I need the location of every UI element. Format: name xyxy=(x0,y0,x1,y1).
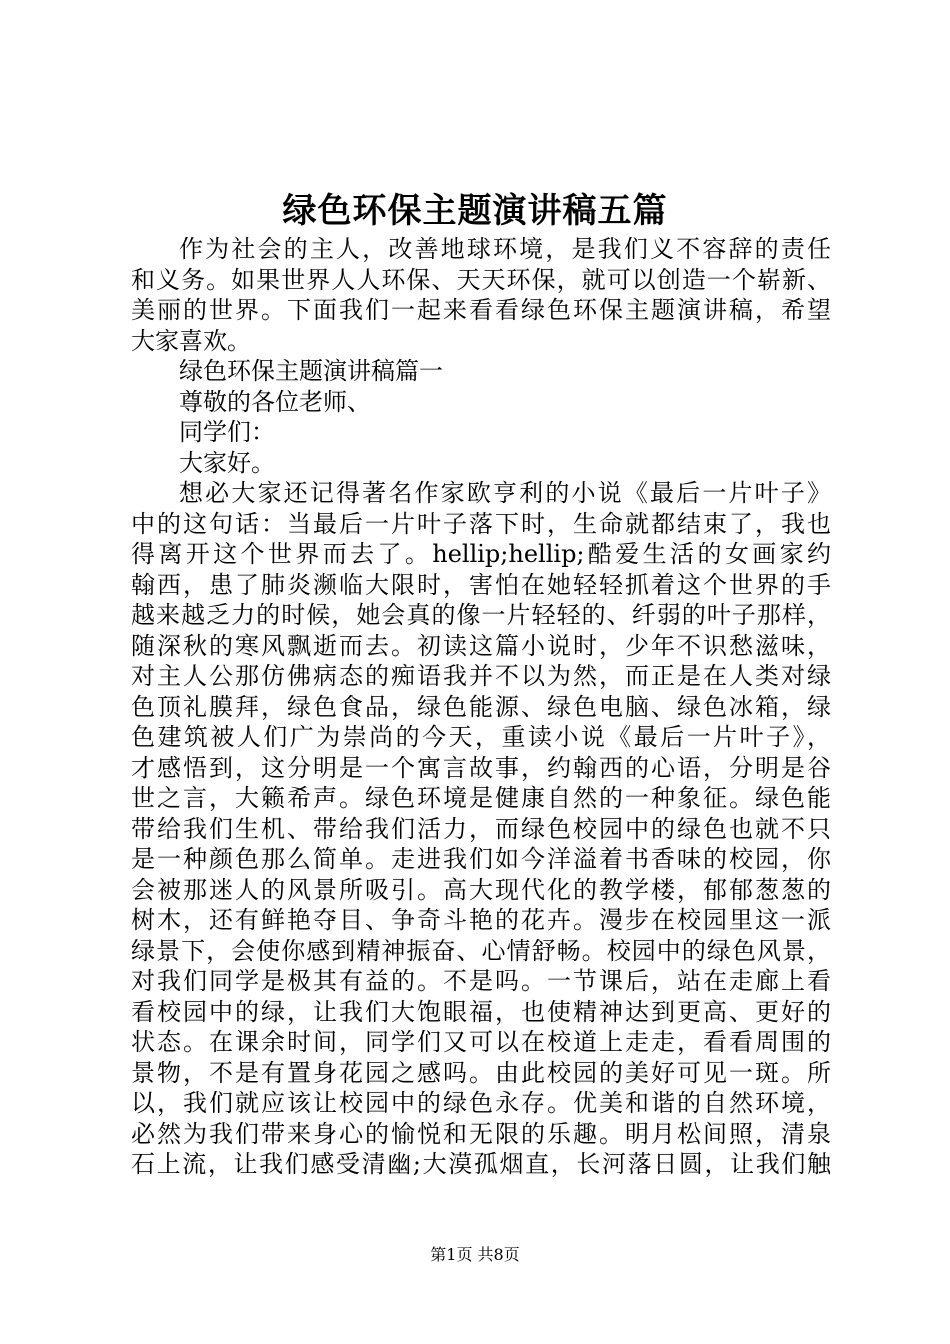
text-line: 和义务。如果世界人人环保、天天环保，就可以创造一个崭新、 xyxy=(131,265,831,294)
section-heading: 绿色环保主题演讲稿篇一 xyxy=(179,357,443,385)
greeting: 大家好。 xyxy=(179,448,275,477)
text-line: 看校园中的绿，让我们大饱眼福，也使精神达到更高、更好的 xyxy=(131,997,831,1026)
text-line: 绿景下，会使你感到精神振奋、心情舒畅。校园中的绿色风景， xyxy=(131,936,831,965)
text-line: 美丽的世界。下面我们一起来看看绿色环保主题演讲稿，希望 xyxy=(131,296,831,324)
text-line: 世之言，大籁希声。绿色环境是健康自然的一种象征。绿色能 xyxy=(131,784,831,812)
text-line: 想必大家还记得著名作家欧亨利的小说《最后一片叶子》 xyxy=(179,479,831,507)
text-line: 对我们同学是极其有益的。不是吗。一节课后，站在走廊上看 xyxy=(131,967,831,995)
text-line: 越来越乏力的时候，她会真的像一片轻轻的、纤弱的叶子那样， xyxy=(131,601,831,629)
text-line: 带给我们生机、带给我们活力，而绿色校园中的绿色也就不只 xyxy=(131,814,831,843)
text-line: 大家喜欢。 xyxy=(131,326,251,355)
text-line: 得离开这个世界而去了。hellip;hellip;酷爱生活的女画家约 xyxy=(131,540,831,568)
text-line: 必然为我们带来身心的愉悦和无限的乐趣。明月松间照，清泉 xyxy=(131,1119,831,1148)
document-body xyxy=(131,234,831,1180)
salutation: 同学们： xyxy=(179,418,275,446)
salutation: 尊敬的各位老师、 xyxy=(179,387,371,416)
text-line: 景物，不是有置身花园之感吗。由此校园的美好可见一斑。所 xyxy=(131,1058,831,1087)
text-line: 色建筑被人们广为崇尚的今天，重读小说《最后一片叶子》， xyxy=(131,723,831,751)
text-line: 中的这句话：当最后一片叶子落下时，生命就都结束了，我也 xyxy=(131,509,831,538)
text-line: 会被那迷人的风景所吸引。高大现代化的教学楼，郁郁葱葱的 xyxy=(131,875,831,904)
text-line: 对主人公那仿佛病态的痴语我并不以为然，而正是在人类对绿 xyxy=(131,662,831,690)
text-line: 树木，还有鲜艳夺目、争奇斗艳的花卉。漫步在校园里这一派 xyxy=(131,906,831,934)
text-line: 以，我们就应该让校园中的绿色永存。优美和谐的自然环境， xyxy=(131,1089,831,1117)
text-line: 状态。在课余时间，同学们又可以在校道上走走，看看周围的 xyxy=(131,1028,831,1056)
text-line: 石上流，让我们感受清幽;大漠孤烟直，长河落日圆，让我们触 xyxy=(131,1150,831,1178)
text-line: 色顶礼膜拜，绿色食品，绿色能源、绿色电脑、绿色冰箱，绿 xyxy=(131,692,831,721)
page-footer: 第1页 共8页 xyxy=(430,1245,520,1264)
text-line: 随深秋的寒风飘逝而去。初读这篇小说时，少年不识愁滋味， xyxy=(131,631,831,660)
text-line: 翰西，患了肺炎濒临大限时，害怕在她轻轻抓着这个世界的手 xyxy=(131,570,831,599)
text-line: 才感悟到，这分明是一个寓言故事，约翰西的心语，分明是谷 xyxy=(131,753,831,782)
document-title: 绿色环保主题演讲稿五篇 xyxy=(282,191,668,231)
text-line: 作为社会的主人，改善地球环境，是我们义不容辞的责任 xyxy=(179,235,831,263)
text-line: 是一种颜色那么简单。走进我们如今洋溢着书香味的校园，你 xyxy=(131,845,831,873)
